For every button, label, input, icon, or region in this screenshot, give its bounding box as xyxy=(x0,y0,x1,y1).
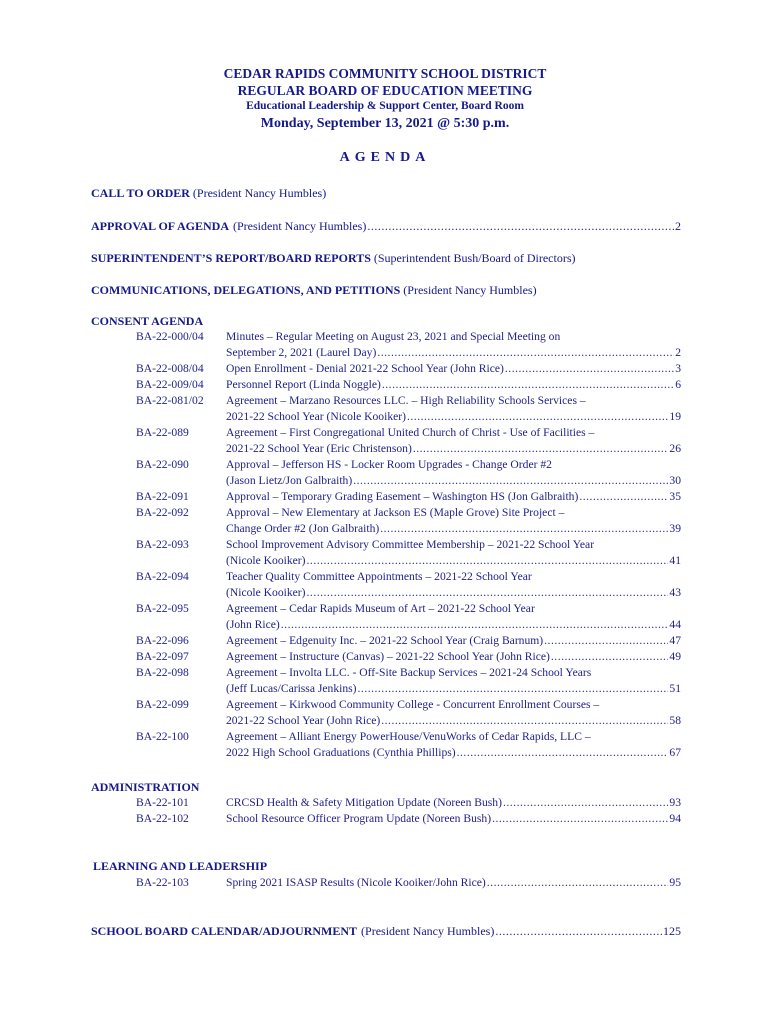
meeting-title: REGULAR BOARD OF EDUCATION MEETING xyxy=(237,83,533,98)
leader-dots xyxy=(281,617,669,633)
section-approval-of-agenda xyxy=(91,218,681,234)
item-description-continued xyxy=(226,617,681,633)
item-description xyxy=(226,457,681,473)
item-code: BA-22-096 xyxy=(136,634,189,647)
section-note: (President Nancy Humbles) xyxy=(403,283,537,297)
section-title: CALL TO ORDER xyxy=(91,186,190,200)
page-number: 67 xyxy=(669,746,681,759)
item-description-line: Approval – New Elementary at Jackson ES (Maple Grove) Site Project – xyxy=(226,506,565,519)
item-code: BA-22-092 xyxy=(136,506,189,519)
page-number: 94 xyxy=(669,812,681,825)
page-number: 44 xyxy=(669,618,681,631)
item-description-continued xyxy=(226,521,681,537)
leader-dots xyxy=(503,795,668,811)
item-code: BA-22-103 xyxy=(136,876,189,889)
item-description-line: 2021-22 School Year (Nicole Kooiker) xyxy=(226,410,406,423)
item-description-line: Change Order #2 (Jon Galbraith) xyxy=(226,522,380,535)
item-description xyxy=(226,537,681,553)
item-description-line: Agreement – Edgenuity Inc. – 2021-22 School Year (Craig Barnum) xyxy=(226,634,544,647)
item-description-continued xyxy=(226,473,681,489)
page-number: 2 xyxy=(675,346,681,359)
page-number: 26 xyxy=(669,442,681,455)
section-note: (President Nancy Humbles) xyxy=(192,186,327,200)
section-call-to-order xyxy=(91,185,681,201)
leader-dots xyxy=(307,585,669,601)
section-note: (President Nancy Humbles) xyxy=(233,219,367,233)
page-number: 43 xyxy=(669,586,681,599)
section-title: COMMUNICATIONS, DELEGATIONS, AND PETITIONS xyxy=(91,283,401,297)
item-description-line: 2021-22 School Year (Eric Christenson) xyxy=(226,442,412,455)
item-description-line: Minutes – Regular Meeting on August 23, 2021 and Special Meeting on xyxy=(226,330,561,343)
item-description-line: CRCSD Health & Safety Mitigation Update (Noreen Bush) xyxy=(226,796,502,809)
page-number: 39 xyxy=(669,522,681,535)
section-title: APPROVAL OF AGENDA xyxy=(91,219,230,233)
item-description-line: School Resource Officer Program Update (Noreen Bush) xyxy=(226,812,492,825)
page-number: 6 xyxy=(675,378,681,391)
section-title: SCHOOL BOARD CALENDAR/ADJOURNMENT xyxy=(91,924,358,938)
item-description-line: 2022 High School Graduations (Cynthia Phillips) xyxy=(226,746,456,759)
item-code: BA-22-000/04 xyxy=(136,330,204,343)
item-description-line: Spring 2021 ISASP Results (Nicole Kooiker/John Rice) xyxy=(226,876,486,889)
leader-dots xyxy=(505,361,674,377)
item-description-line: School Improvement Advisory Committee Membership – 2021-22 School Year xyxy=(226,538,595,551)
page-number: 41 xyxy=(669,554,681,567)
page-number: 19 xyxy=(669,410,681,423)
item-description xyxy=(226,811,681,827)
meeting-location: Educational Leadership & Support Center, Board Room xyxy=(246,100,524,112)
leader-dots xyxy=(380,521,668,537)
leader-dots xyxy=(407,409,668,425)
section-title: LEARNING AND LEADERSHIP xyxy=(93,859,268,873)
section-title: SUPERINTENDENT’S REPORT/BOARD REPORTS xyxy=(91,251,371,265)
leader-dots xyxy=(358,681,669,697)
item-code: BA-22-081/02 xyxy=(136,394,204,407)
leader-dots xyxy=(492,811,668,827)
leader-dots xyxy=(551,649,669,665)
section-administration xyxy=(91,779,681,795)
item-code: BA-22-098 xyxy=(136,666,189,679)
page-number: 47 xyxy=(669,634,681,647)
item-code: BA-22-009/04 xyxy=(136,378,204,391)
item-description-line: Agreement – Marzano Resources LLC. – High Reliability Schools Services – xyxy=(226,394,586,407)
item-description-line: Teacher Quality Committee Appointments – 2021-22 School Year xyxy=(226,570,532,583)
item-code: BA-22-101 xyxy=(136,796,189,809)
page-number: 30 xyxy=(669,474,681,487)
item-description-line: Personnel Report (Linda Noggle) xyxy=(226,378,381,391)
section-note: (Superintendent Bush/Board of Directors) xyxy=(373,251,576,265)
page-number: 125 xyxy=(663,924,681,938)
item-description-continued xyxy=(226,409,681,425)
district-name: CEDAR RAPIDS COMMUNITY SCHOOL DISTRICT xyxy=(223,66,547,81)
item-description xyxy=(226,361,681,377)
item-description xyxy=(226,875,681,891)
item-code: BA-22-097 xyxy=(136,650,189,663)
item-code: BA-22-094 xyxy=(136,570,189,583)
item-description xyxy=(226,329,681,345)
item-description xyxy=(226,393,681,409)
item-description xyxy=(226,601,681,617)
leader-dots xyxy=(367,218,674,234)
leader-dots xyxy=(382,377,674,393)
section-title: ADMINISTRATION xyxy=(91,780,200,794)
item-code: BA-22-102 xyxy=(136,812,189,825)
meeting-datetime: Monday, September 13, 2021 @ 5:30 p.m. xyxy=(260,116,510,131)
page-number: 93 xyxy=(669,796,681,809)
leader-dots xyxy=(457,745,669,761)
item-description-line: September 2, 2021 (Laurel Day) xyxy=(226,346,377,359)
item-code: BA-22-100 xyxy=(136,730,189,743)
item-description xyxy=(226,377,681,393)
leader-dots xyxy=(413,441,669,457)
item-description xyxy=(226,697,681,713)
agenda-heading: AGENDA xyxy=(339,150,431,165)
page-number: 49 xyxy=(669,650,681,663)
item-description xyxy=(226,569,681,585)
item-description-line: Approval – Jefferson HS - Locker Room Upgrades - Change Order #2 xyxy=(226,458,552,471)
leader-dots xyxy=(579,489,668,505)
section-superintendent-report xyxy=(91,250,681,266)
item-description-line: (Jeff Lucas/Carissa Jenkins) xyxy=(226,682,357,695)
item-description xyxy=(226,425,681,441)
page-number: 35 xyxy=(669,490,681,503)
section-learning-leadership xyxy=(93,858,683,874)
item-description-line: Agreement – Cedar Rapids Museum of Art – 2021-22 School Year xyxy=(226,602,535,615)
item-description xyxy=(226,729,681,745)
section-title: CONSENT AGENDA xyxy=(91,314,204,328)
item-description-line: Agreement – Involta LLC. - Off-Site Backup Services – 2021-24 School Years xyxy=(226,666,592,679)
page-number: 2 xyxy=(675,219,681,233)
section-communications xyxy=(91,282,681,298)
leader-dots xyxy=(495,923,662,939)
item-description-line: Agreement – First Congregational United Church of Christ - Use of Facilities – xyxy=(226,426,595,439)
page-number: 51 xyxy=(669,682,681,695)
item-description-line: Approval – Temporary Grading Easement – Washington HS (Jon Galbraith) xyxy=(226,490,579,503)
leader-dots xyxy=(307,553,669,569)
item-description-line: (Nicole Kooiker) xyxy=(226,586,306,599)
section-calendar-adjournment xyxy=(91,923,681,939)
item-description-continued xyxy=(226,441,681,457)
item-description xyxy=(226,633,681,649)
page-number: 3 xyxy=(675,362,681,375)
item-code: BA-22-095 xyxy=(136,602,189,615)
item-description xyxy=(226,795,681,811)
item-code: BA-22-008/04 xyxy=(136,362,204,375)
item-code: BA-22-090 xyxy=(136,458,189,471)
item-description xyxy=(226,505,681,521)
page-number: 58 xyxy=(669,714,681,727)
leader-dots xyxy=(377,345,674,361)
item-description xyxy=(226,489,681,505)
item-code: BA-22-099 xyxy=(136,698,189,711)
section-consent-agenda xyxy=(91,313,681,329)
item-description-continued xyxy=(226,681,681,697)
item-code: BA-22-093 xyxy=(136,538,189,551)
item-description-line: (Jason Lietz/Jon Galbraith) xyxy=(226,474,353,487)
item-description-line: (Nicole Kooiker) xyxy=(226,554,306,567)
item-description-continued xyxy=(226,713,681,729)
item-description-line: Agreement – Alliant Energy PowerHouse/VenuWorks of Cedar Rapids, LLC – xyxy=(226,730,591,743)
leader-dots xyxy=(353,473,668,489)
item-description xyxy=(226,665,681,681)
item-description-continued xyxy=(226,585,681,601)
item-code: BA-22-091 xyxy=(136,490,189,503)
leader-dots xyxy=(487,875,669,891)
item-description-line: 2021-22 School Year (John Rice) xyxy=(226,714,381,727)
leader-dots xyxy=(381,713,668,729)
leader-dots xyxy=(544,633,668,649)
item-description-line: Open Enrollment - Denial 2021-22 School Year (John Rice) xyxy=(226,362,504,375)
item-description-continued xyxy=(226,345,681,361)
item-description-continued xyxy=(226,745,681,761)
section-note: (President Nancy Humbles) xyxy=(361,924,495,938)
item-description-line: Agreement – Kirkwood Community College - Concurrent Enrollment Courses – xyxy=(226,698,600,711)
item-description-line: Agreement – Instructure (Canvas) – 2021-22 School Year (John Rice) xyxy=(226,650,550,663)
item-description xyxy=(226,649,681,665)
page-number: 95 xyxy=(669,876,681,889)
item-code: BA-22-089 xyxy=(136,426,189,439)
item-description-line: (John Rice) xyxy=(226,618,280,631)
item-description-continued xyxy=(226,553,681,569)
